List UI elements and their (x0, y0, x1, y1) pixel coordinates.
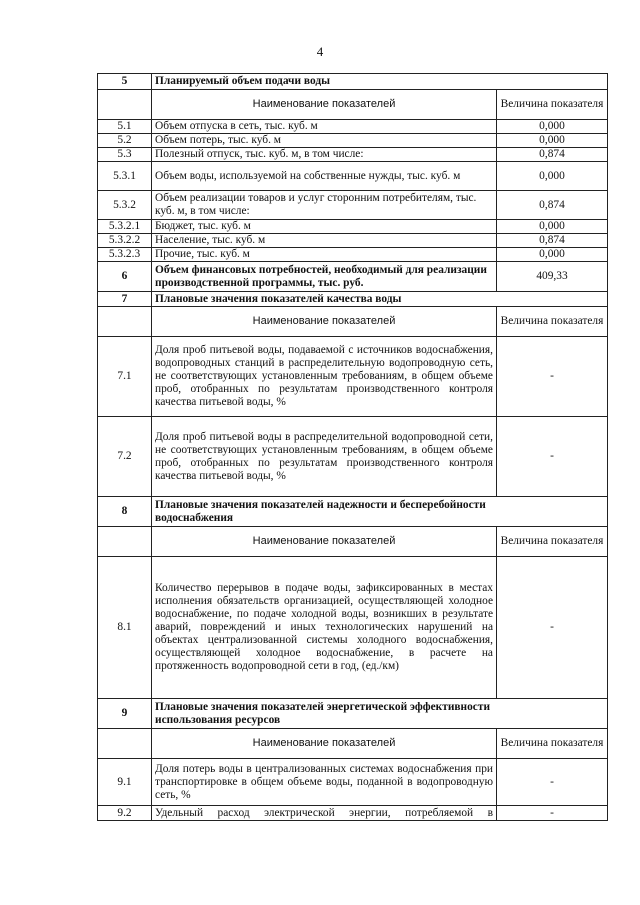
table-row: 5.3.1 Объем воды, используемой на собственные нужды, тыс. куб. м 0,000 (98, 162, 608, 191)
col-name-header: Наименование показателей (152, 307, 497, 337)
section-row-5 (98, 74, 608, 90)
table-row: 5.1 Объем отпуска в сеть, тыс. куб. м 0,000 (98, 120, 608, 134)
table-row: 5.3 Полезный отпуск, тыс. куб. м, в том числе: 0,874 (98, 148, 608, 162)
section-row-7 (98, 292, 608, 307)
table-row: 5.3.2.2 Население, тыс. куб. м 0,874 (98, 234, 608, 248)
col-value-header: Величина показателя (497, 90, 608, 120)
col-name-header: Наименование показателей (152, 90, 497, 120)
section-number: 6 (98, 262, 152, 292)
col-name-header: Наименование показателей (152, 729, 497, 759)
section-title: Объем финансовых потребностей, необходимый для реализации производственной программы, тыс. руб. (152, 262, 497, 292)
col-value-header: Величина показателя (497, 729, 608, 759)
section-row-8 (98, 497, 608, 527)
section-number: 9 (98, 699, 152, 729)
section-number: 8 (98, 497, 152, 527)
header-row (98, 527, 608, 557)
header-row (98, 729, 608, 759)
table-row: 8.1 Количество перерывов в подаче воды, зафиксированных в местах исполнения обязательств организацией, осуществляющей холодное водоснабжение, по подаче холодной воды, возникших в результате аварий, повреждений и иных технологических нарушений на объектах централизованной системы холодного водоснабжения, осуществляющей холодное водоснабжение, в расчете на протяженность водопроводной сети в год, (ед./км) - (98, 557, 608, 699)
page-number: 4 (316, 44, 324, 59)
table-row: 9.1 Доля потерь воды в централизованных системах водоснабжения при транспортировке в общем объеме воды, поданной в водопроводную сеть, % - (98, 759, 608, 806)
table-row: 5.3.2.3 Прочие, тыс. куб. м 0,000 (98, 248, 608, 262)
table-row: 5.3.2 Объем реализации товаров и услуг сторонним потребителям, тыс. куб. м, в том числе: 0,874 (98, 191, 608, 220)
section-title: Планируемый объем подачи воды (152, 74, 608, 90)
col-name-header: Наименование показателей (152, 527, 497, 557)
table-row: 5.3.2.1 Бюджет, тыс. куб. м 0,000 (98, 220, 608, 234)
section-row-6 (98, 262, 608, 292)
section-title: Плановые значения показателей надежности и бесперебойности водоснабжения (152, 497, 608, 527)
header-row (98, 90, 608, 120)
table-row: 7.2 Доля проб питьевой воды в распределительной водопроводной сети, не соответствующих установленным требованиям, в общем объеме проб, отобранных по результатам производственного контроля качества питьевой воды, % - (98, 417, 608, 497)
section-title: Плановые значения показателей качества воды (152, 292, 608, 307)
header-row (98, 307, 608, 337)
section-number: 7 (98, 292, 152, 307)
col-value-header: Величина показателя (497, 527, 608, 557)
indicators-table (97, 73, 608, 821)
section-value: 409,33 (497, 262, 608, 292)
col-value-header: Величина показателя (497, 307, 608, 337)
table-row: 7.1 Доля проб питьевой воды, подаваемой с источников водоснабжения, водопроводных станций в распределительную водопроводную сеть, не соответствующих установленным требованиям, в общем объеме проб, отобранных по результатам производственного контроля качества питьевой воды, % - (98, 337, 608, 417)
table-row: 9.2 Удельный расход электрической энергии, потребляемой в - (98, 806, 608, 821)
table-row: 5.2 Объем потерь, тыс. куб. м 0,000 (98, 134, 608, 148)
section-title: Плановые значения показателей энергетической эффективности использования ресурсов (152, 699, 608, 729)
section-row-9 (98, 699, 608, 729)
section-number: 5 (98, 74, 152, 90)
